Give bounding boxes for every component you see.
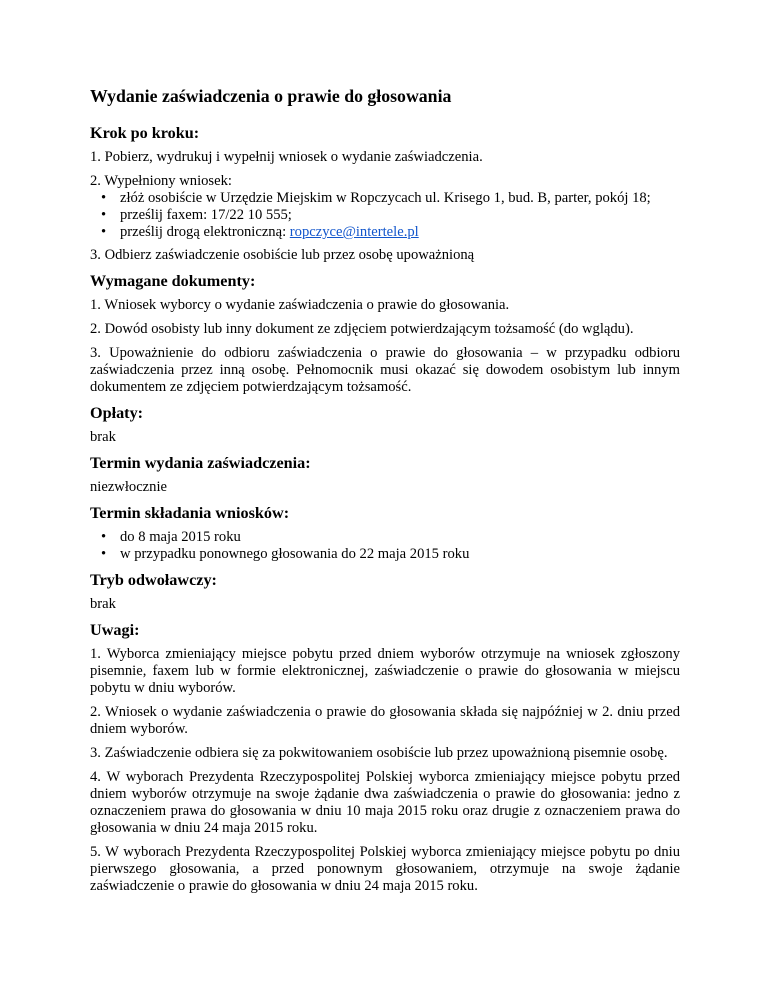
tryb-value: brak bbox=[90, 596, 116, 612]
bullet-icon: • bbox=[101, 224, 107, 240]
termin-wydania-value: niezwłocznie bbox=[90, 479, 167, 495]
doc-item: 3. Upoważnienie do odbioru zaświadczenia o prawie do głosowania – w przypadku odbioru zaświadczenia przez inną osobę. Pełnomocnik musi okazać się dowodem osobistym lub innym dokumentem ze zdjęciem potwierdzającym tożsamość. bbox=[90, 345, 680, 395]
email-link[interactable]: ropczyce@intertele.pl bbox=[289, 224, 419, 240]
step-3: 3. Odbierz zaświadczenie osobiście lub przez osobę upoważnioną bbox=[90, 247, 475, 263]
step-1: 1. Pobierz, wydrukuj i wypełnij wniosek o wydanie zaświadczenia. bbox=[90, 149, 483, 165]
section-heading-fees: Opłaty: bbox=[90, 404, 144, 422]
list-item: • w przypadku ponownego głosowania do 22 maja 2015 roku bbox=[101, 546, 470, 562]
termin-skladania-list bbox=[90, 529, 680, 563]
section-heading-uwagi: Uwagi: bbox=[90, 621, 140, 639]
uwagi-item: 2. Wniosek o wydanie zaświadczenia o prawie do głosowania składa się najpóźniej w 2. dniu przed dniem wyborów. bbox=[90, 704, 680, 737]
page-title: Wydanie zaświadczenia o prawie do głosowania bbox=[90, 86, 452, 106]
uwagi-item: 1. Wyborca zmieniający miejsce pobytu przed dniem wyborów otrzymuje na wniosek zgłoszony pisemnie, faxem lub w formie elektronicznej, zaświadczenie o prawie do głosowania w miejscu pobytu w dniu wyborów. bbox=[90, 646, 680, 696]
list-item: • prześlij drogą elektroniczną: ropczyce@intertele.pl bbox=[101, 224, 419, 240]
section-heading-termin-skladania: Termin składania wniosków: bbox=[90, 504, 290, 522]
fees-value: brak bbox=[90, 429, 116, 445]
uwagi-item: 5. W wyborach Prezydenta Rzeczypospolitej Polskiej wyborca zmieniający miejsce pobytu po dniu pierwszego głosowania, a przed ponownym głosowaniem, otrzymuje na swoje żądanie zaświadczenie o prawie do głosowania w dniu 24 maja 2015 roku. bbox=[90, 844, 680, 894]
section-heading-tryb: Tryb odwoławczy: bbox=[90, 571, 217, 589]
section-heading-krok: Krok po kroku: bbox=[90, 124, 200, 142]
bullet-icon: • bbox=[101, 546, 107, 562]
list-item: • złóż osobiście w Urzędzie Miejskim w Ropczycach ul. Krisego 1, bud. B, parter, pokój 18; bbox=[101, 190, 651, 206]
step-2: 2. Wypełniony wniosek: bbox=[90, 173, 232, 189]
uwagi-item: 4. W wyborach Prezydenta Rzeczypospolitej Polskiej wyborca zmieniający miejsce pobytu przed dniem wyborów otrzymuje na swoje żądanie dwa zaświadczenia o prawie do głosowania: jedno z oznaczeniem prawa do głosowania w dniu 10 maja 2015 roku oraz drugie z oznaczeniem prawa do głosowania w dniu 24 maja 2015 roku. bbox=[90, 769, 680, 836]
doc-item: 1. Wniosek wyborcy o wydanie zaświadczenia o prawie do głosowania. bbox=[90, 297, 510, 313]
list-item: • do 8 maja 2015 roku bbox=[101, 529, 241, 545]
uwagi-item: 3. Zaświadczenie odbiera się za pokwitowaniem osobiście lub przez upoważnioną pisemnie osobę. bbox=[90, 745, 668, 761]
list-item: • prześlij faxem: 17/22 10 555; bbox=[101, 207, 292, 223]
bullet-icon: • bbox=[101, 207, 107, 223]
section-heading-termin-wydania: Termin wydania zaświadczenia: bbox=[90, 454, 311, 472]
bullet-icon: • bbox=[101, 190, 107, 206]
document-page bbox=[90, 86, 680, 902]
bullet-icon: • bbox=[101, 529, 107, 545]
step-2-list bbox=[90, 190, 680, 241]
section-heading-docs: Wymagane dokumenty: bbox=[90, 272, 256, 290]
doc-item: 2. Dowód osobisty lub inny dokument ze zdjęciem potwierdzającym tożsamość (do wglądu). bbox=[90, 321, 634, 337]
